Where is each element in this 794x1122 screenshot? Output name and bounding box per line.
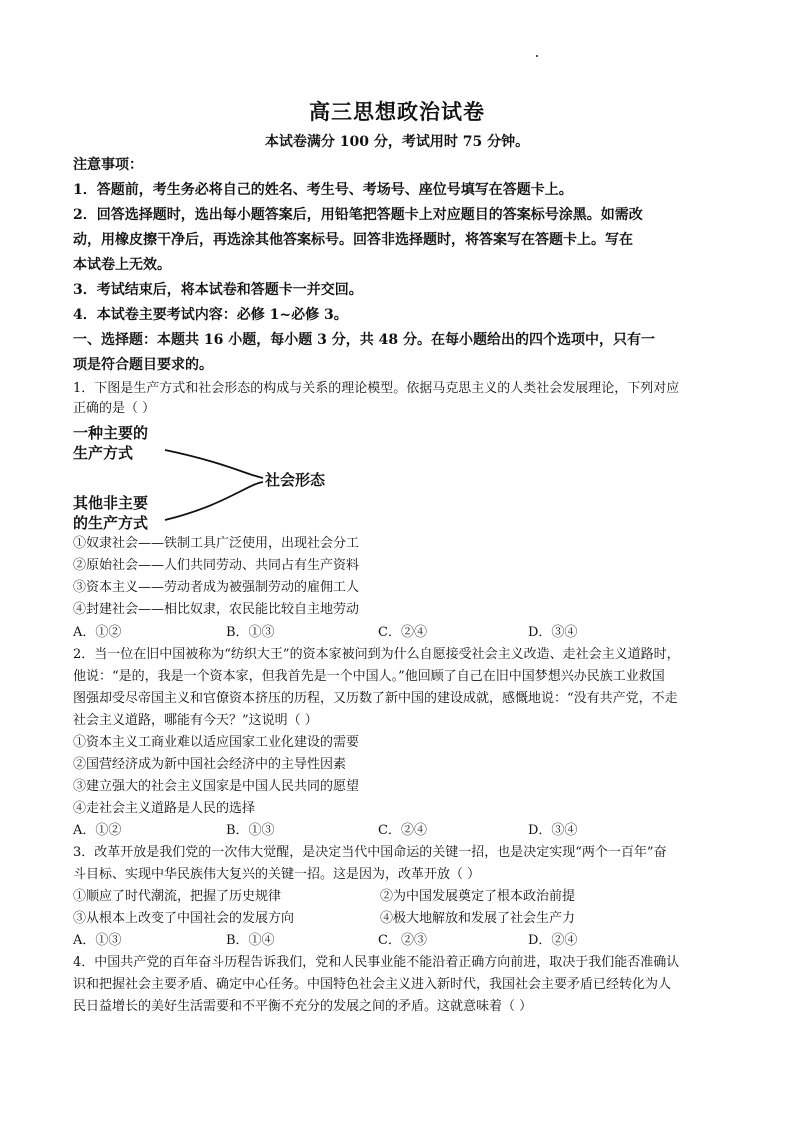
q1-option-d[interactable]: D．③④ bbox=[528, 625, 578, 640]
q1-diagram-other-mode-line-2: 的生产方式 bbox=[73, 514, 149, 532]
notes-heading: 注意事项： bbox=[73, 157, 143, 173]
q2-option-d[interactable]: D．③④ bbox=[528, 823, 578, 838]
q3-options bbox=[73, 932, 733, 950]
note-2-line-1: 2．回答选择题时，选出每小题答案后，用铅笔把答题卡上对应题目的答案标号涂黑。如需改 bbox=[73, 207, 643, 223]
q3-statements-row-1 bbox=[73, 888, 733, 906]
q2-statement-3: ③建立强大的社会主义国家是中国人民共同的愿望 bbox=[73, 779, 360, 794]
q1-option-a[interactable]: A．①② bbox=[73, 625, 122, 640]
q2-statement-1: ①资本主义工商业难以适应国家工业化建设的需要 bbox=[73, 735, 360, 750]
q3-statement-3: ③从根本上改变了中国社会的发展方向 bbox=[73, 911, 295, 926]
q2-options bbox=[73, 822, 733, 840]
q1-diagram-main-mode-line-2: 生产方式 bbox=[73, 444, 134, 462]
q3-statement-4: ④极大地解放和发展了社会生产力 bbox=[380, 911, 576, 926]
note-1: 1．答题前，考生务必将自己的姓名、考生号、考场号、座位号填写在答题卡上。 bbox=[73, 182, 573, 198]
q1-option-c[interactable]: C．②④ bbox=[378, 625, 427, 640]
q3-statements-row-2 bbox=[73, 910, 733, 928]
q1-stem-line-2: 正确的是（ ） bbox=[73, 401, 156, 416]
q2-stem-line-3: 图强却受尽帝国主义和官僚资本挤压的历程，又历数了新中国的建设成就，感慨地说：“没有共产党，不走 bbox=[73, 691, 678, 706]
q1-option-b[interactable]: B．①③ bbox=[226, 625, 275, 640]
q4-stem-line-2: 识和把握社会主要矛盾、确定中心任务。中国特色社会主义进入新时代，我国社会主要矛盾已经转化为人 bbox=[73, 977, 672, 992]
q1-statement-2: ②原始社会——人们共同劳动、共同占有生产资料 bbox=[73, 558, 360, 573]
q3-option-b[interactable]: B．①④ bbox=[226, 933, 275, 948]
q1-statement-3: ③资本主义——劳动者成为被强制劳动的雇佣工人 bbox=[73, 580, 360, 595]
q2-stem-line-1: 2．当一位在旧中国被称为“纺织大王”的资本家被问到为什么自愿接受社会主义改造、走社会主义道路时， bbox=[73, 647, 680, 662]
q1-diagram-social-form: 社会形态 bbox=[265, 471, 326, 489]
q2-stem-line-4: 社会主义道路，哪能有今天？”这说明（ ） bbox=[73, 713, 318, 728]
q1-statement-4: ④封建社会——相比奴隶，农民能比较自主地劳动 bbox=[73, 602, 360, 617]
q1-statement-1: ①奴隶社会——铁制工具广泛使用，出现社会分工 bbox=[73, 536, 360, 551]
q2-option-a[interactable]: A．①② bbox=[73, 823, 122, 838]
exam-subtitle: 本试卷满分 100 分，考试用时 75 分钟。 bbox=[264, 134, 530, 150]
q2-option-b[interactable]: B．①③ bbox=[226, 823, 275, 838]
q3-option-a[interactable]: A．①③ bbox=[73, 933, 122, 948]
q1-diagram-main-mode-line-1: 一种主要的 bbox=[73, 424, 149, 442]
q2-statement-4: ④走社会主义道路是人民的选择 bbox=[73, 801, 256, 816]
exam-title: 高三思想政治试卷 bbox=[309, 99, 485, 124]
q3-stem-line-2: 斗目标、实现中华民族伟大复兴的关键一招。这是因为，改革开放（ ） bbox=[73, 867, 481, 882]
q3-stem-line-1: 3．改革开放是我们党的一次伟大觉醒，是决定当代中国命运的关键一招，也是决定实现“两个一百年”奋 bbox=[73, 845, 667, 860]
q3-statement-2: ②为中国发展奠定了根本政治前提 bbox=[380, 889, 576, 904]
section-heading-line-1: 一、选择题：本题共 16 小题，每小题 3 分，共 48 分。在每小题给出的四个选项中，只有一 bbox=[73, 332, 655, 348]
q4-stem-line-1: 4．中国共产党的百年奋斗历程告诉我们，党和人民事业能不能沿着正确方向前进，取决于我们能否准确认 bbox=[73, 955, 680, 970]
note-2-line-2: 动，用橡皮擦干净后，再选涂其他答案标号。回答非选择题时，将答案写在答题卡上。写在 bbox=[73, 232, 633, 248]
q4-stem-line-3: 民日益增长的美好生活需要和不平衡不充分的发展之间的矛盾。这就意味着（ ） bbox=[73, 999, 533, 1014]
q3-statement-1: ①顺应了时代潮流，把握了历史规律 bbox=[73, 889, 282, 904]
q2-option-c[interactable]: C．②④ bbox=[378, 823, 427, 838]
q1-stem-line-1: 1．下图是生产方式和社会形态的构成与关系的理论模型。依据马克思主义的人类社会发展理论，下列对应 bbox=[73, 381, 680, 396]
section-heading-line-2: 项是符合题目要求的。 bbox=[73, 357, 213, 373]
q1-diagram bbox=[73, 420, 393, 532]
scan-dot bbox=[536, 55, 538, 57]
q3-option-d[interactable]: D．②④ bbox=[528, 933, 578, 948]
note-2-line-3: 本试卷上无效。 bbox=[73, 257, 171, 273]
note-4: 4．本试卷主要考试内容：必修 1~必修 3。 bbox=[73, 307, 348, 323]
note-3: 3．考试结束后，将本试卷和答题卡一并交回。 bbox=[73, 282, 363, 298]
q2-statement-2: ②国营经济成为新中国社会经济中的主导性因素 bbox=[73, 757, 347, 772]
q1-diagram-other-mode-line-1: 其他非主要 bbox=[73, 494, 149, 512]
q3-option-c[interactable]: C．②③ bbox=[378, 933, 427, 948]
q1-options bbox=[73, 624, 733, 642]
q2-stem-line-2: 他说：“是的，我是一个资本家，但我首先是一个中国人。”他回顾了自己在旧中国梦想兴办民族工业救国 bbox=[73, 669, 665, 684]
